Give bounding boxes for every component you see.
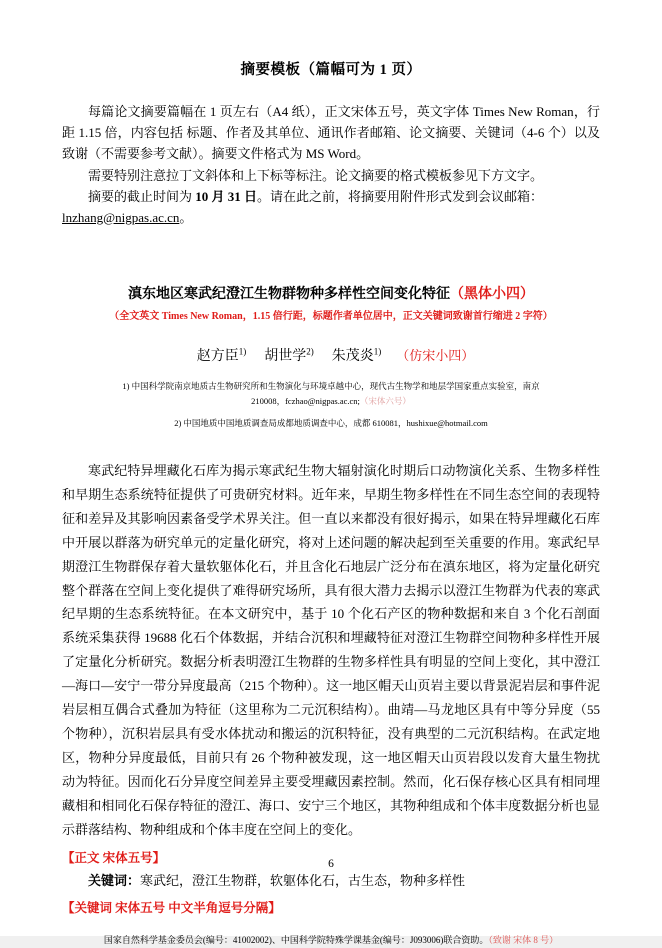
paper-format-note: （全文英文 Times New Roman，1.15 倍行距，标题作者单位居中，正文关键词致谢首行缩进 2 字符） <box>109 310 553 322</box>
keywords-line <box>62 869 600 892</box>
instruction-paragraph-3 <box>62 186 600 207</box>
keywords-label: 关键词： <box>88 872 141 888</box>
keywords-format-marker: 【关键词 宋体五号 中文半角逗号分隔】 <box>62 901 281 916</box>
page-content <box>62 62 600 948</box>
affiliation-1-line-1: 1) 中国科学院南京地质古生物研究所和生物演化与环境卓越中心，现代古生物学和地层学国家重点实验室，南京 <box>122 381 540 392</box>
author-3-name: 朱茂炎 <box>331 349 374 365</box>
funding-text: 国家自然科学基金委员会(编号：41002002)、中国科学院特殊学课基金(编号：J093006)联合资助。 <box>103 935 489 946</box>
paper-title-text: 滇东地区寒武纪澄江生物群物种多样性空间变化特征 <box>128 284 450 301</box>
paper-title <box>62 284 600 303</box>
author-3-affiliation-marker: 1) <box>373 346 382 357</box>
author-2 <box>264 346 314 365</box>
instructions-block <box>62 101 600 227</box>
page-number: 6 <box>328 858 334 870</box>
abstract-text: 寒武纪特异埋藏化石库为揭示寒武纪生物大辐射演化时期后口动物演化关系、生物多样性和早期生态系统特征提供了可贵研究材料。近年来，早期生物多样性在不同生态空间的表现特征和差异及其影响因素备受学术界关注。但一直以来都没有很好揭示，如果在特异埋藏化石库中开展以群落为研究单元的定量化研究，将对上述问题的解决起到至关重要的作用。寒武纪早期澄江生物群保存着大量软躯体化石，并且含化石地层广泛分布在滇东地区，将为定量化研究整个群落在空间上变化提供了难得研究场所，具有很大潜力去揭示以澄江生物群为代表的寒武纪早期的生态系统特征。在本文研究中，基于 10 个化石产区的物种数据和来自 3 个化石剖面系统采集获得 19688 化石个体数据，并结合沉积和埋藏特征对澄江生物群空间物种多样性开展了定量化分析研究。数据分析表明澄江生物群的生物多样性具有明显的空间上变化，其中澄江—海口—安宁一带分异度最高（215 个物种）。这一地区帽天山页岩主要以背景泥岩层和事件泥岩层相互偶合式叠加为特征（这里称为二元沉积结构）。曲靖—马龙地区具有中等分异度（55 个物种），沉积岩层具有受水体扰动和搬运的沉积特征，没有典型的二元沉积结构。在武定地区，物种分异度最低，目前只有 26 个物种被发现，这一地区帽天山页岩段以发育大量生物扰动为特征。因而化石分异度空间差异主要受埋藏因素控制。然而，化石保存核心区具有相同埋藏相和相同化石保存特征的澄江、海口、安宁三个地区，其物种组成和个体丰度数据分析也显示群落结构、物种组成和个体丰度在空间上的变化。 <box>62 463 600 837</box>
affiliation-2 <box>62 416 600 431</box>
contact-email-line <box>62 207 600 228</box>
deadline-prefix: 摘要的截止时间为 <box>88 188 196 204</box>
sample-paper-block <box>62 284 600 948</box>
body-format-marker: 【正文 宋体五号】 <box>62 850 166 865</box>
author-1 <box>196 346 247 365</box>
affiliation-1 <box>62 379 600 409</box>
authors-annotation: （仿宋小四） <box>396 348 475 364</box>
deadline-date: 10 月 31 日 <box>195 188 258 204</box>
affiliation-1-contact: 210008，fczhao@nigpas.ac.cn; <box>251 396 360 407</box>
author-3 <box>331 346 382 365</box>
email-punctuation: 。 <box>179 209 193 225</box>
deadline-suffix: 。请在此之前，将摘要用附件形式发到会议邮箱： <box>257 188 544 204</box>
affiliation-1-annotation: （宋体六号） <box>359 396 411 407</box>
abstract-block <box>62 459 600 842</box>
keywords-value: 寒武纪，澄江生物群，软躯体化石，古生态，物种多样性 <box>140 872 466 888</box>
author-1-name: 赵方臣 <box>196 349 239 365</box>
author-1-affiliation-marker: 1) <box>238 346 247 357</box>
affiliation-2-line-1: 2) 中国地质中国地质调查局成都地质调查中心，成都 610081，hushixue@hotmail.com <box>174 418 488 429</box>
affiliation-1-line-2 <box>62 394 600 409</box>
funding-line <box>62 933 600 947</box>
page-title: 摘要模板（篇幅可为 1 页） <box>240 62 422 78</box>
funding-annotation: （致谢 宋体 8 号） <box>488 935 559 946</box>
author-2-affiliation-marker: 2) <box>306 346 314 357</box>
instruction-paragraph-1: 每篇论文摘要篇幅在 1 页左右（A4 纸），正文宋体五号，英文字体 Times New Roman，行距 1.15 倍，内容包括 标题、作者及其单位、通讯作者邮箱、论文摘要、关键词（4-6 个）以及致谢（不需要参考文献）。摘要文件格式为 MS Word。 <box>62 104 600 162</box>
author-2-name: 胡世学 <box>264 349 307 365</box>
author-list <box>62 347 600 367</box>
instruction-paragraph-2: 需要特别注意拉丁文斜体和上下标等标注。论文摘要的格式模板参见下方文字。 <box>88 167 544 183</box>
paper-title-annotation: （黑体小四） <box>450 284 534 301</box>
contact-email-link[interactable]: lnzhang@nigpas.ac.cn <box>62 209 180 225</box>
